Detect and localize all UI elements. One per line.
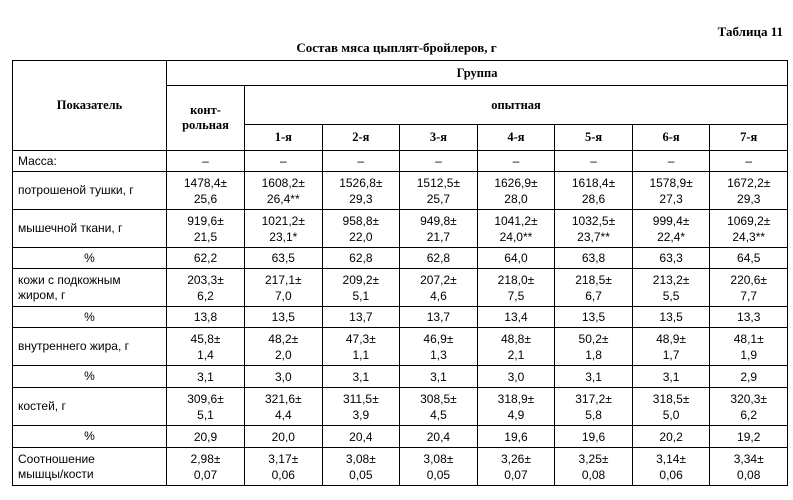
- value-line: –: [512, 154, 520, 168]
- value-line: –: [279, 154, 287, 168]
- value-cell: [167, 366, 245, 388]
- value-line: 1041,2±: [494, 213, 538, 228]
- value-cell: [632, 366, 710, 388]
- value-cell: [710, 388, 788, 426]
- value-cell: [167, 210, 245, 248]
- value-line: 20,4: [426, 429, 451, 444]
- value-line: 13,7: [426, 310, 451, 324]
- value-line: 1626,9±: [494, 175, 538, 190]
- value-line: 3,17±: [268, 451, 299, 466]
- value-cell: [477, 448, 555, 486]
- value-line: 2,0: [274, 347, 292, 362]
- value-line: 0,07: [504, 467, 528, 482]
- row-label: [13, 269, 167, 307]
- header-group-2: 2-я: [322, 125, 400, 151]
- value-line: 4,5: [430, 407, 447, 422]
- value-cell: [632, 328, 710, 366]
- value-line: 63,5: [271, 251, 295, 265]
- value-cell: [555, 328, 633, 366]
- value-line: 3,0: [274, 369, 292, 384]
- table-row: [13, 248, 788, 269]
- value-cell: [632, 210, 710, 248]
- value-line: 5,8: [585, 407, 602, 422]
- value-line: 1069,2±: [727, 213, 771, 228]
- value-line: 3,25±: [578, 451, 609, 466]
- header-group-1: 1-я: [245, 125, 323, 151]
- row-label-line: Масса:: [18, 153, 57, 168]
- value-cell: [167, 328, 245, 366]
- table-title: Состав мяса цыплят-бройлеров, г: [296, 40, 497, 55]
- row-label-line: мышцы/кости: [18, 466, 94, 481]
- value-cell: [245, 151, 323, 172]
- value-line: 21,7: [426, 229, 451, 244]
- value-line: 3,26±: [500, 451, 531, 466]
- value-line: 24,0**: [499, 229, 533, 244]
- value-line: 0,08: [581, 467, 606, 482]
- value-line: 1526,8±: [339, 175, 383, 190]
- value-line: 1032,5±: [571, 213, 616, 228]
- value-line: 318,5±: [652, 391, 690, 406]
- value-cell: [322, 269, 400, 307]
- value-line: 63,8: [581, 251, 606, 265]
- value-line: 4,9: [507, 407, 525, 422]
- value-line: 2,1: [507, 347, 525, 362]
- value-line: 0,07: [193, 467, 218, 482]
- value-cell: [477, 307, 555, 328]
- value-line: 19,6: [581, 429, 606, 444]
- value-line: 6,7: [585, 288, 602, 303]
- value-line: 27,3: [659, 191, 683, 206]
- row-label-line: жиром, г: [18, 287, 66, 302]
- table-row: [13, 388, 788, 426]
- value-line: 7,5: [507, 288, 525, 303]
- value-line: 20,2: [659, 429, 683, 444]
- value-line: 50,2±: [578, 331, 609, 346]
- value-cell: [167, 269, 245, 307]
- value-cell: [477, 366, 555, 388]
- value-line: 6,2: [740, 407, 758, 422]
- value-cell: [477, 210, 555, 248]
- value-line: 308,5±: [420, 391, 457, 406]
- value-line: 48,9±: [656, 331, 687, 346]
- value-line: –: [667, 154, 675, 168]
- value-line: 6,2: [197, 288, 214, 303]
- table-row: [13, 210, 788, 248]
- value-line: 0,08: [737, 467, 761, 482]
- value-line: 26,4**: [266, 191, 300, 206]
- row-label-line: костей, г: [18, 399, 66, 413]
- value-cell: [632, 172, 710, 210]
- value-cell: [167, 307, 245, 328]
- row-label-line: %: [84, 429, 95, 443]
- value-line: 3,08±: [423, 451, 454, 466]
- row-label-line: внутреннего жира, г: [18, 339, 130, 353]
- value-line: 20,0: [271, 429, 295, 444]
- value-line: 1,9: [740, 347, 758, 362]
- value-line: –: [435, 154, 442, 168]
- value-cell: [400, 210, 478, 248]
- value-line: 64,5: [737, 251, 761, 265]
- header-group-3: 3-я: [400, 125, 478, 151]
- value-cell: [245, 426, 323, 448]
- value-line: 1,7: [662, 347, 680, 362]
- value-line: 218,0±: [497, 272, 535, 287]
- table-row: [13, 328, 788, 366]
- row-label: [13, 151, 167, 172]
- value-line: 7,7: [740, 288, 758, 303]
- value-line: 218,5±: [575, 272, 612, 287]
- header-indicator: Показатель: [13, 61, 167, 151]
- value-line: 1,4: [197, 347, 214, 362]
- value-cell: [710, 307, 788, 328]
- row-label: [13, 307, 167, 328]
- value-line: 3,1: [585, 369, 602, 384]
- value-cell: [400, 172, 478, 210]
- value-cell: [710, 448, 788, 486]
- value-cell: [477, 426, 555, 448]
- value-cell: [322, 307, 400, 328]
- value-cell: [710, 328, 788, 366]
- value-line: 0,06: [659, 467, 683, 482]
- value-cell: [322, 248, 400, 269]
- value-cell: [245, 269, 323, 307]
- value-line: 2,9: [740, 369, 758, 384]
- value-line: 20,4: [349, 429, 373, 444]
- value-line: 3,34±: [733, 451, 764, 466]
- value-line: 13,5: [581, 310, 606, 324]
- value-line: 62,8: [349, 251, 373, 265]
- value-line: 311,5±: [342, 391, 379, 406]
- value-line: 24,3**: [732, 229, 766, 244]
- value-cell: [322, 151, 400, 172]
- value-line: 22,0: [349, 229, 373, 244]
- value-cell: [400, 269, 478, 307]
- value-line: –: [590, 154, 597, 168]
- value-line: 217,1±: [264, 272, 302, 287]
- value-line: 1,8: [585, 347, 602, 362]
- value-line: 3,1: [430, 369, 447, 384]
- value-line: 203,3±: [187, 272, 224, 287]
- value-line: –: [745, 154, 753, 168]
- value-line: –: [202, 154, 209, 168]
- value-cell: [555, 307, 633, 328]
- value-line: 28,6: [581, 191, 606, 206]
- value-cell: [322, 426, 400, 448]
- row-label-line: кожи с подкожным: [18, 272, 121, 287]
- value-line: 21,5: [193, 229, 218, 244]
- value-line: 3,14±: [656, 451, 687, 466]
- value-cell: [322, 388, 400, 426]
- value-line: 1,3: [430, 347, 447, 362]
- row-label: [13, 366, 167, 388]
- row-label-line: Соотношение: [18, 451, 95, 466]
- value-line: 29,3: [737, 191, 761, 206]
- value-line: 0,06: [271, 467, 295, 482]
- value-line: 999,4±: [652, 213, 690, 228]
- value-line: 213,2±: [652, 272, 690, 287]
- header-control-line: рольная: [182, 118, 229, 132]
- value-cell: [400, 388, 478, 426]
- value-cell: [400, 366, 478, 388]
- value-line: 4,4: [274, 407, 292, 422]
- table-row: [13, 426, 788, 448]
- value-cell: [710, 172, 788, 210]
- row-label-line: %: [84, 369, 95, 383]
- value-cell: [400, 307, 478, 328]
- value-line: 45,8±: [190, 331, 221, 346]
- value-line: 318,9±: [497, 391, 535, 406]
- table-number: Таблица 11: [717, 24, 783, 39]
- value-cell: [632, 248, 710, 269]
- row-label-line: потрошеной тушки, г: [18, 183, 134, 197]
- value-cell: [710, 210, 788, 248]
- table-row: [13, 172, 788, 210]
- value-line: 5,5: [662, 288, 680, 303]
- value-cell: [555, 448, 633, 486]
- value-cell: [710, 426, 788, 448]
- value-line: 320,3±: [730, 391, 768, 406]
- row-label-line: %: [84, 309, 95, 324]
- value-line: 63,3: [659, 251, 683, 265]
- header-control: [167, 86, 245, 151]
- value-line: 949,8±: [420, 213, 457, 228]
- value-line: 28,0: [504, 191, 528, 206]
- row-label: [13, 172, 167, 210]
- value-line: 1608,2±: [261, 175, 305, 190]
- value-cell: [477, 388, 555, 426]
- header-control-line: конт-: [190, 103, 221, 117]
- value-line: 317,2±: [575, 391, 612, 406]
- value-line: 958,8±: [342, 213, 380, 228]
- value-cell: [710, 269, 788, 307]
- value-line: 20,9: [193, 429, 218, 444]
- value-cell: [477, 269, 555, 307]
- value-cell: [400, 448, 478, 486]
- value-line: 3,1: [197, 369, 214, 384]
- header-group-4: 4-я: [477, 125, 555, 151]
- value-line: 25,7: [426, 191, 451, 206]
- value-line: 0,05: [349, 467, 373, 482]
- header-group-5: 5-я: [555, 125, 633, 151]
- value-line: 64,0: [504, 251, 528, 265]
- value-line: 3,08±: [345, 451, 376, 466]
- value-line: 220,6±: [730, 272, 768, 287]
- value-cell: [400, 248, 478, 269]
- value-cell: [632, 426, 710, 448]
- value-cell: [245, 388, 323, 426]
- value-cell: [167, 172, 245, 210]
- value-line: 1,1: [352, 347, 370, 362]
- value-line: 3,1: [662, 369, 680, 384]
- value-cell: [245, 172, 323, 210]
- value-line: 62,8: [426, 251, 451, 265]
- value-line: 47,3±: [345, 331, 376, 346]
- value-cell: [632, 151, 710, 172]
- row-label: [13, 328, 167, 366]
- value-line: 13,7: [349, 310, 373, 324]
- value-cell: [245, 248, 323, 269]
- value-line: 13,4: [504, 310, 528, 324]
- value-line: 1672,2±: [727, 175, 771, 190]
- value-cell: [555, 151, 633, 172]
- value-line: 0,05: [426, 467, 451, 482]
- table-row: [13, 269, 788, 307]
- value-cell: [555, 388, 633, 426]
- header-group-7: 7-я: [710, 125, 788, 151]
- value-line: 7,0: [274, 288, 292, 303]
- value-cell: [632, 388, 710, 426]
- value-cell: [555, 210, 633, 248]
- value-cell: [167, 426, 245, 448]
- value-cell: [632, 307, 710, 328]
- table-row: [13, 307, 788, 328]
- row-label-line: %: [84, 250, 95, 265]
- table-row: [13, 151, 788, 172]
- value-cell: [710, 248, 788, 269]
- value-line: 29,3: [349, 191, 373, 206]
- table-row: [13, 366, 788, 388]
- header-group-6: 6-я: [632, 125, 710, 151]
- value-line: 62,2: [193, 251, 218, 265]
- value-line: 13,3: [737, 310, 761, 324]
- value-cell: [245, 328, 323, 366]
- value-cell: [322, 210, 400, 248]
- composition-table: [12, 60, 788, 486]
- value-line: 48,1±: [733, 331, 764, 346]
- row-label-line: мышечной ткани, г: [18, 221, 123, 235]
- value-cell: [245, 448, 323, 486]
- value-cell: [710, 366, 788, 388]
- value-line: 13,5: [659, 310, 683, 324]
- value-line: 207,2±: [420, 272, 457, 287]
- value-line: 321,6±: [264, 391, 302, 406]
- value-line: 46,9±: [423, 331, 454, 346]
- value-line: 1618,4±: [571, 175, 616, 190]
- value-cell: [167, 248, 245, 269]
- value-line: 1578,9±: [649, 175, 693, 190]
- value-cell: [710, 151, 788, 172]
- value-line: 25,6: [193, 191, 218, 206]
- value-line: 1478,4±: [183, 175, 228, 190]
- value-cell: [322, 366, 400, 388]
- value-line: 5,0: [662, 407, 680, 422]
- value-line: 23,1*: [269, 229, 298, 244]
- value-cell: [167, 151, 245, 172]
- value-cell: [555, 426, 633, 448]
- table-row: [13, 448, 788, 486]
- value-cell: [555, 248, 633, 269]
- value-cell: [477, 172, 555, 210]
- value-line: 5,1: [197, 407, 214, 422]
- value-line: 19,2: [737, 429, 761, 444]
- value-cell: [400, 426, 478, 448]
- value-line: 22,4*: [657, 229, 686, 244]
- value-cell: [400, 328, 478, 366]
- value-line: 919,6±: [187, 213, 224, 228]
- value-cell: [477, 328, 555, 366]
- value-line: 3,9: [352, 407, 370, 422]
- value-cell: [167, 448, 245, 486]
- value-line: 2,98±: [190, 451, 221, 466]
- value-line: 19,6: [504, 429, 528, 444]
- value-cell: [632, 448, 710, 486]
- value-line: 13,8: [193, 310, 218, 324]
- value-cell: [400, 151, 478, 172]
- value-line: 23,7**: [577, 229, 610, 244]
- value-cell: [245, 210, 323, 248]
- value-line: 48,8±: [500, 331, 531, 346]
- value-line: 1512,5±: [416, 175, 461, 190]
- row-label: [13, 248, 167, 269]
- row-label: [13, 448, 167, 486]
- value-cell: [167, 388, 245, 426]
- value-line: 4,6: [430, 288, 447, 303]
- value-line: 209,2±: [342, 272, 380, 287]
- value-line: 1021,2±: [261, 213, 305, 228]
- header-group: Группа: [167, 61, 788, 86]
- value-line: 3,1: [352, 369, 370, 384]
- value-line: 48,2±: [268, 331, 299, 346]
- value-cell: [555, 269, 633, 307]
- header-experimental: опытная: [245, 86, 788, 125]
- value-cell: [322, 172, 400, 210]
- value-cell: [477, 151, 555, 172]
- value-cell: [322, 328, 400, 366]
- value-line: 13,5: [271, 310, 295, 324]
- row-label: [13, 388, 167, 426]
- value-cell: [632, 269, 710, 307]
- value-cell: [555, 366, 633, 388]
- value-cell: [322, 448, 400, 486]
- row-label: [13, 210, 167, 248]
- value-cell: [245, 307, 323, 328]
- value-line: 309,6±: [187, 391, 224, 406]
- value-line: 5,1: [352, 288, 370, 303]
- value-cell: [477, 248, 555, 269]
- value-line: –: [357, 154, 365, 168]
- value-line: 3,0: [507, 369, 525, 384]
- row-label: [13, 426, 167, 448]
- value-cell: [245, 366, 323, 388]
- value-cell: [555, 172, 633, 210]
